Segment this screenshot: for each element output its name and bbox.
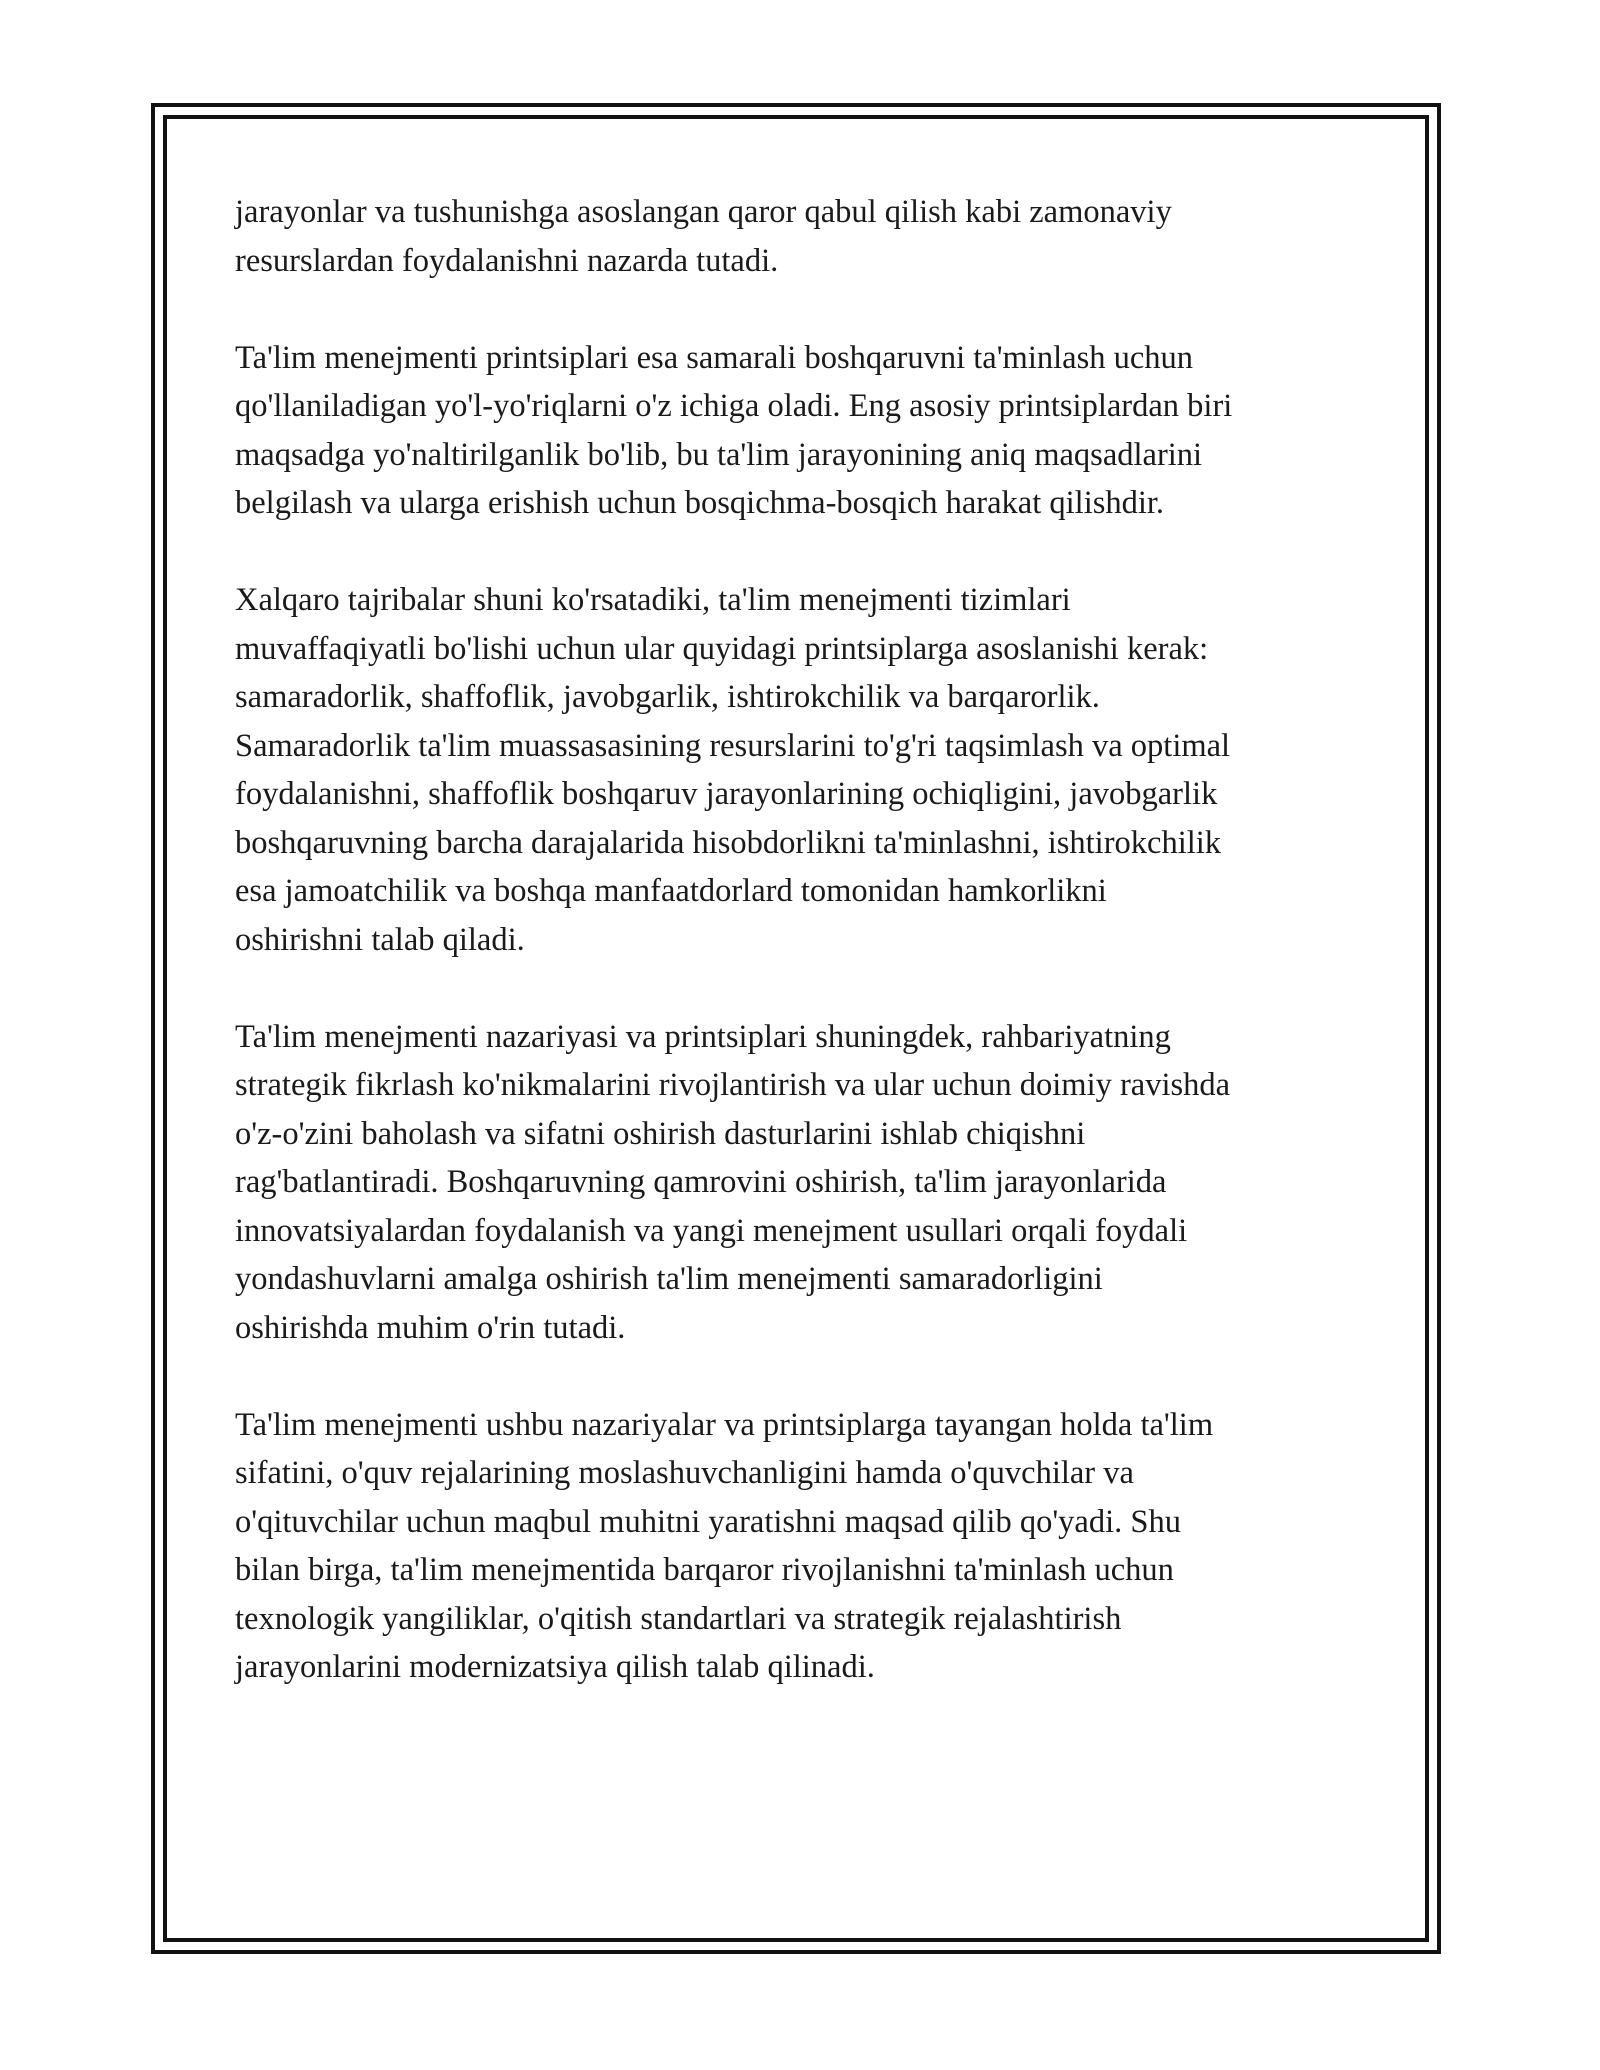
paragraph-5: Ta'lim menejmenti ushbu nazariyalar va printsiplarga tayangan holda ta'lim sifatini, o'quv rejalarining moslashuvchanligini hamda o'quvchilar va o'qituvchilar uchun maqbul muhitni yaratishni maqsad qilib qo'yadi. Shu bilan birga, ta'lim menejmentida barqaror rivojlanishni ta'minlash uchun texnologik yangiliklar, o'qitish standartlari va strategik rejalashtirish jarayonlarini modernizatsiya qilish talab qilinadi. bbox=[235, 1406, 1214, 1685]
paragraph-4: Ta'lim menejmenti nazariyasi va printsiplari shuningdek, rahbariyatning strategik fikrlash ko'nikmalarini rivojlantirish va ular uchun doimiy ravishda o'z-o'zini baholash va sifatni oshirish dasturlarini ishlab chiqishni rag'batlantiradi. Boshqaruvning qamrovini oshirish, ta'lim jarayonlarida innovatsiyalardan foydalanish va yangi menejment usullari orqali foydali yondashuvlarni amalga oshirish ta'lim menejmenti samaradorligini oshirishda muhim o'rin tutadi. bbox=[235, 1018, 1231, 1346]
paragraph-3: Xalqaro tajribalar shuni ko'rsatadiki, ta'lim menejmenti tizimlari muvaffaqiyatli bo'lishi uchun ular quyidagi printsiplarga asoslanishi kerak: samaradorlik, shaffoflik, javobgarlik, ishtirokchilik va barqarorlik. Samaradorlik ta'lim muassasasining resurslarini to'g'ri taqsimlash va optimal foydalanishni, shaffoflik boshqaruv jarayonlarining ochiqligini, javobgarlik boshqaruvning barcha darajalarida hisobdorlikni ta'minlashni, ishtirokchilik esa jamoatchilik va boshqa manfaatdorlard tomonidan hamkorlikni oshirishni talab qiladi. bbox=[235, 582, 1231, 958]
paragraph-1: jarayonlar va tushunishga asoslangan qaror qabul qilish kabi zamonaviy resurslardan foydalanishni nazarda tutadi. bbox=[235, 194, 1172, 279]
paragraph-2: Ta'lim menejmenti printsiplari esa samarali boshqaruvni ta'minlash uchun qo'llaniladigan yo'l-yo'riqlarni o'z ichiga oladi. Eng asosiy printsiplardan biri maqsadga yo'naltirilganlik bo'lib, bu ta'lim jarayonining aniq maqsadlarini belgilash va ularga erishish uchun bosqichma-bosqich harakat qilishdir. bbox=[235, 339, 1233, 521]
document-body bbox=[235, 188, 1385, 1740]
